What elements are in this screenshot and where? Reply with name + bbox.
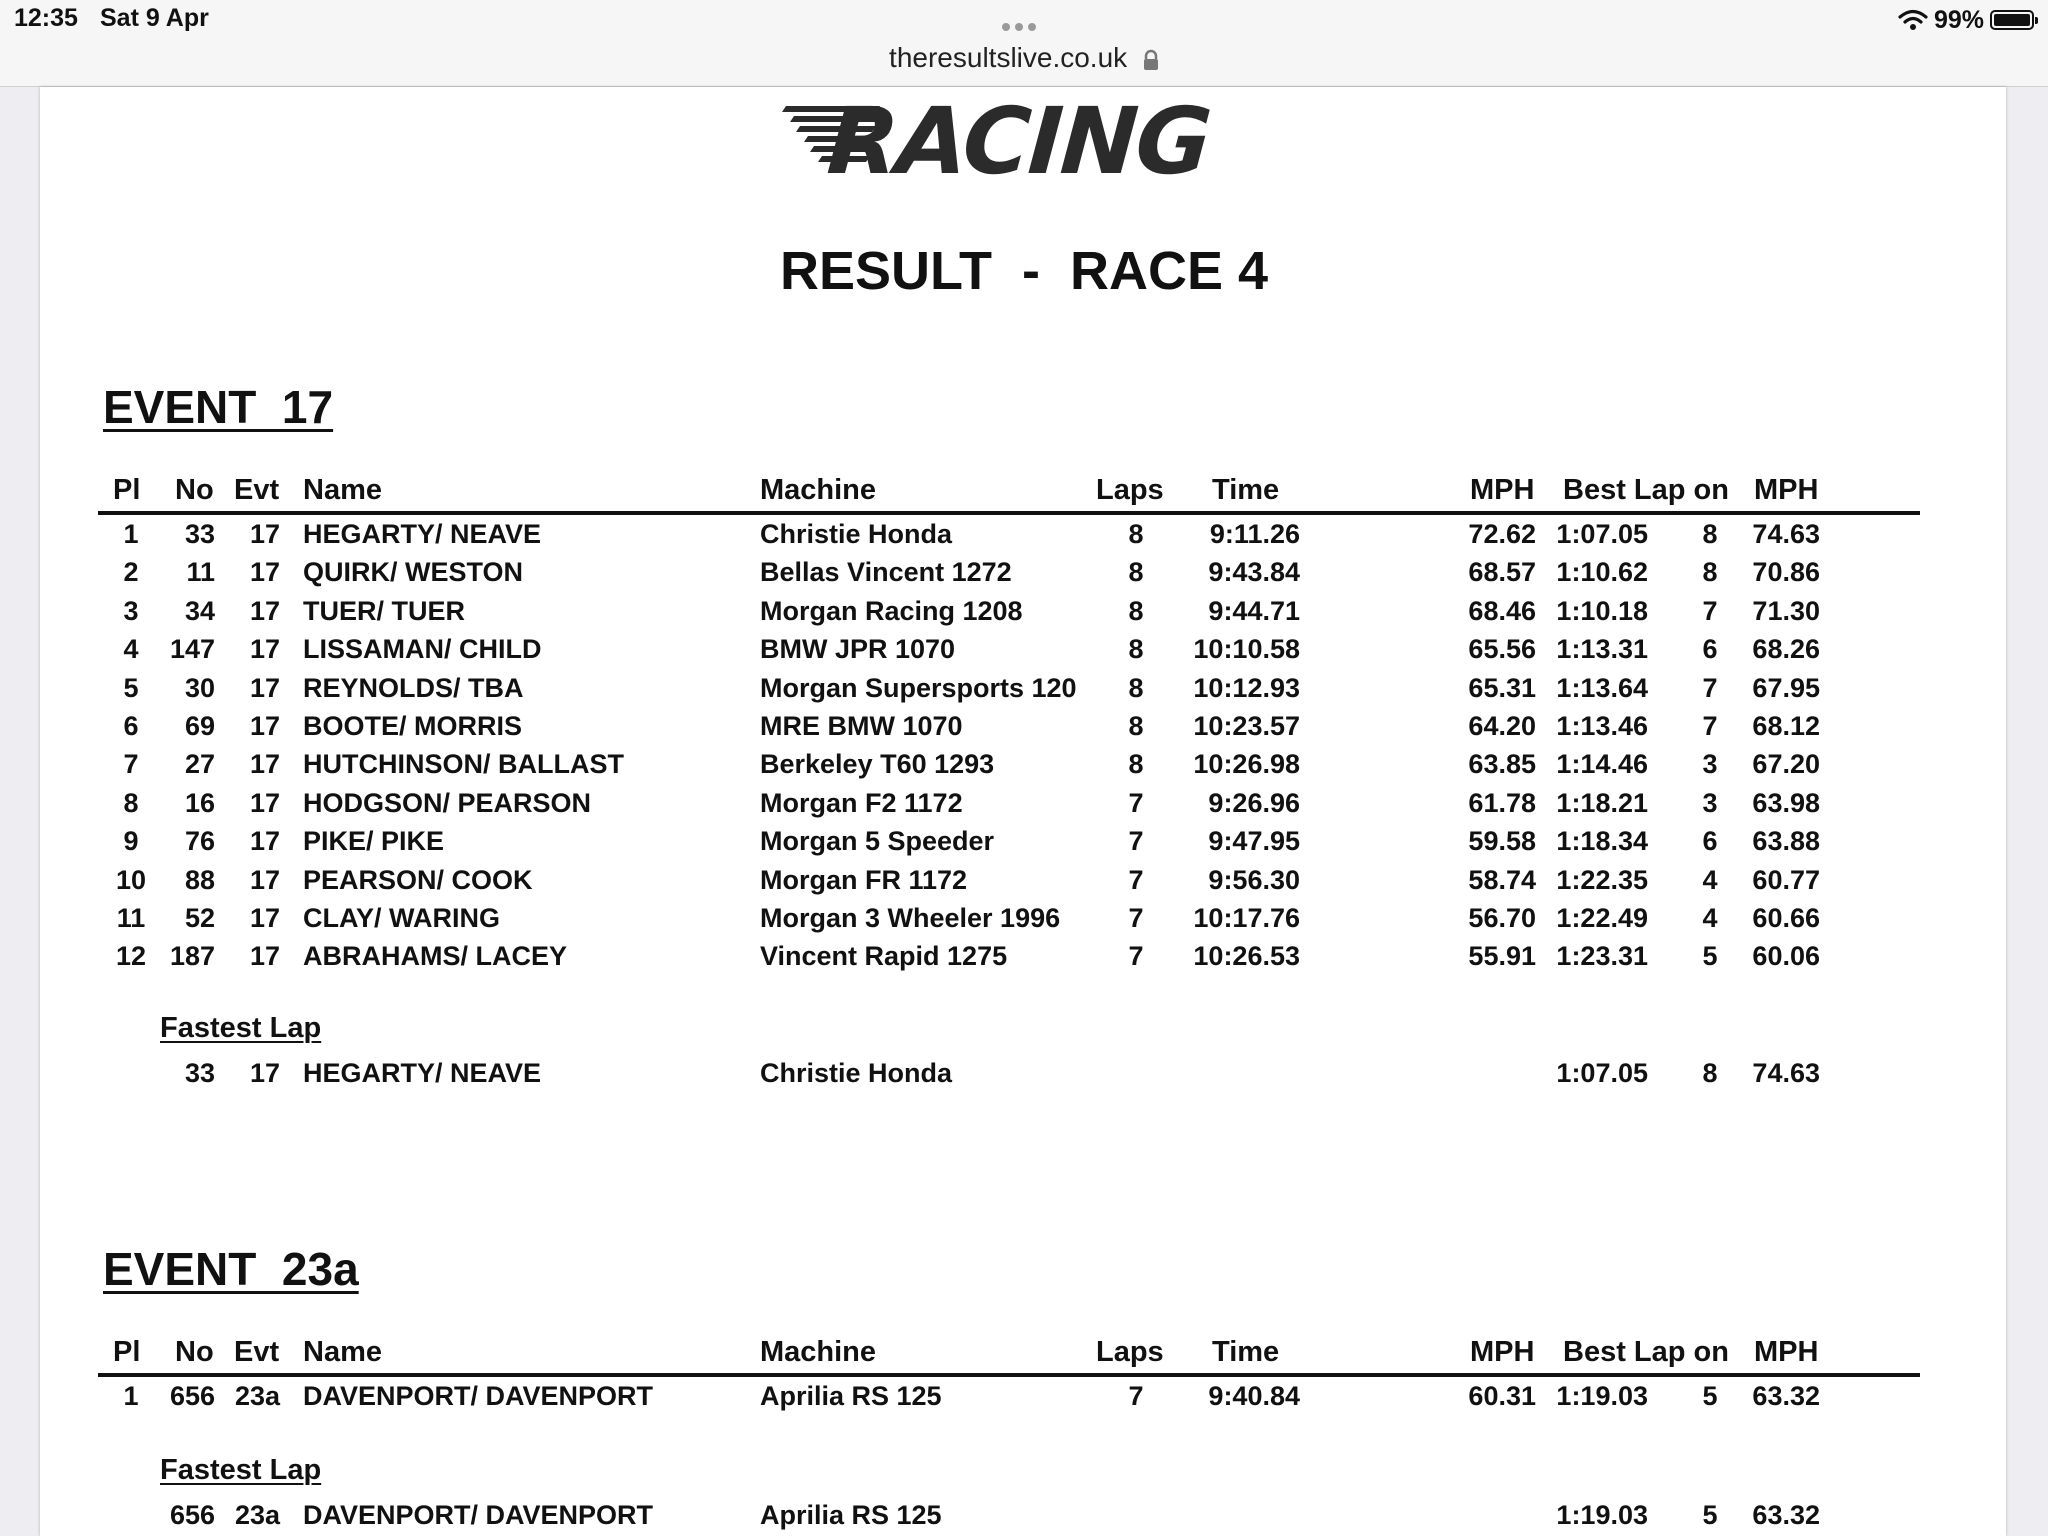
col-time: Time (1212, 474, 1280, 506)
cell-machine: Christie Honda (760, 1058, 953, 1088)
table-row (0, 1381, 2048, 1417)
cell-pl: 2 (123, 557, 139, 588)
cell-evt: 17 (249, 634, 280, 665)
cell-pl: 4 (123, 634, 139, 665)
cell-pl: 10 (115, 864, 147, 895)
cell-lap-on: 3 (1702, 787, 1718, 818)
cell-lap-on: 4 (1702, 903, 1718, 933)
cell-name: HODGSON/ PEARSON (303, 787, 592, 818)
cell-time: 10:26.53 (1193, 941, 1300, 972)
status-time: 12:35 (14, 4, 78, 32)
cell-evt: 17 (249, 826, 280, 857)
cell-best-mph: 63.32 (1752, 1500, 1820, 1530)
battery-percent: 99% (1933, 5, 1984, 34)
cell-mph: 56.70 (1468, 903, 1536, 933)
cell-lap-on: 8 (1702, 519, 1718, 549)
cell-name: REYNOLDS/ TBA (303, 672, 524, 703)
cell-evt: 17 (249, 519, 280, 549)
cell-time: 9:40.84 (1208, 1381, 1300, 1411)
cell-best-lap: 1:19.03 (1556, 1381, 1648, 1411)
cell-machine: Morgan 5 Speeder (760, 826, 995, 857)
cell-machine: Vincent Rapid 1275 (760, 941, 1008, 972)
cell-laps: 8 (1128, 672, 1144, 703)
table-row (0, 749, 2048, 785)
header-rule (98, 1373, 1920, 1377)
cell-pl: 11 (116, 903, 146, 933)
col-no: No (175, 1336, 214, 1368)
cell-evt: 17 (249, 595, 280, 626)
cell-mph: 58.74 (1468, 864, 1536, 895)
cell-best-mph: 70.86 (1752, 557, 1820, 588)
cell-laps: 8 (1128, 557, 1144, 588)
cell-best-mph: 68.26 (1752, 634, 1820, 665)
cell-mph: 72.62 (1468, 519, 1536, 549)
cell-no: 88 (184, 864, 215, 895)
col-pl: Pl (113, 474, 141, 506)
cell-time: 9:26.96 (1208, 787, 1300, 818)
cell-pl: 8 (123, 787, 139, 818)
cell-best-mph: 60.06 (1752, 941, 1820, 972)
cell-lap-on: 3 (1702, 749, 1718, 780)
cell-name: PEARSON/ COOK (303, 864, 533, 895)
cell-name: ABRAHAMS/ LACEY (303, 941, 568, 972)
status-date: Sat 9 Apr (100, 4, 209, 32)
table-row (0, 941, 2048, 977)
cell-time: 10:26.98 (1193, 749, 1300, 780)
cell-lap-on: 7 (1702, 711, 1718, 741)
cell-pl: 3 (123, 595, 139, 626)
col-best-mph: MPH (1754, 474, 1819, 506)
table-header (0, 474, 2048, 510)
cell-mph: 65.56 (1468, 634, 1536, 665)
cell-machine: Morgan FR 1172 (760, 864, 968, 895)
cell-no: 16 (184, 787, 215, 818)
cell-laps: 8 (1128, 595, 1144, 626)
cell-time: 10:12.93 (1193, 672, 1300, 703)
cell-name: DAVENPORT/ DAVENPORT (303, 1381, 654, 1411)
event-title: EVENT 23a (103, 1243, 359, 1295)
col-name: Name (303, 474, 382, 506)
col-no: No (175, 474, 214, 506)
cell-machine: Christie Honda (760, 519, 953, 549)
cell-machine: Morgan 3 Wheeler 1996 (760, 903, 1061, 933)
cell-evt: 17 (249, 864, 280, 895)
cell-machine: BMW JPR 1070 (760, 634, 956, 665)
cell-evt: 17 (249, 903, 280, 933)
cell-best-lap: 1:18.34 (1556, 826, 1648, 857)
cell-machine: Bellas Vincent 1272 (760, 557, 1012, 588)
address-bar[interactable] (0, 42, 2048, 74)
cell-best-lap: 1:10.62 (1556, 557, 1648, 588)
col-best-lap-on: Best Lap on (1563, 1336, 1729, 1368)
cell-lap-on: 7 (1702, 595, 1718, 626)
cell-best-mph: 60.66 (1752, 903, 1820, 933)
cell-no: 27 (184, 749, 215, 780)
table-row (0, 826, 2048, 862)
cell-time: 9:44.71 (1208, 595, 1300, 626)
cell-best-lap: 1:10.18 (1556, 595, 1648, 626)
cell-best-lap: 1:13.31 (1556, 634, 1648, 665)
url-text: theresultslive.co.uk (889, 42, 1128, 73)
table-row (0, 634, 2048, 670)
col-machine: Machine (760, 1336, 877, 1368)
table-row (0, 711, 2048, 747)
col-machine: Machine (760, 474, 877, 506)
col-best-lap-on: Best Lap on (1563, 474, 1729, 506)
col-pl: Pl (113, 1336, 141, 1368)
cell-best-mph: 71.30 (1752, 595, 1820, 626)
cell-best-lap: 1:22.49 (1556, 903, 1648, 933)
cell-best-mph: 74.63 (1752, 1058, 1820, 1088)
cell-no: 76 (184, 826, 215, 857)
cell-no: 11 (186, 557, 215, 588)
cell-best-lap: 1:18.21 (1556, 787, 1648, 818)
cell-name: DAVENPORT/ DAVENPORT (303, 1500, 654, 1530)
cell-no: 147 (169, 634, 215, 665)
cell-name: CLAY/ WARING (303, 903, 501, 933)
cell-machine: Berkeley T60 1293 (760, 749, 995, 780)
cell-mph: 68.46 (1468, 595, 1536, 626)
cell-lap-on: 7 (1702, 672, 1718, 703)
racing-logo (780, 88, 1220, 195)
cell-evt: 17 (249, 749, 280, 780)
cell-laps: 7 (1128, 941, 1144, 972)
cell-best-lap: 1:13.46 (1556, 711, 1648, 741)
cell-evt: 17 (249, 672, 280, 703)
cell-name: PIKE/ PIKE (303, 826, 445, 857)
cell-name: TUER/ TUER (303, 595, 465, 626)
battery-icon (1990, 10, 2034, 30)
cell-no: 52 (184, 903, 215, 933)
cell-laps: 8 (1128, 749, 1144, 780)
cell-name: HUTCHINSON/ BALLAST (303, 749, 624, 780)
wifi-icon (1898, 9, 1928, 31)
cell-no: 656 (169, 1381, 215, 1411)
cell-machine: Aprilia RS 125 (760, 1381, 942, 1411)
cell-laps: 7 (1128, 864, 1144, 895)
cell-best-mph: 60.77 (1752, 864, 1820, 895)
cell-name: QUIRK/ WESTON (303, 557, 524, 588)
cell-best-mph: 67.95 (1752, 672, 1820, 703)
cell-time: 10:23.57 (1193, 711, 1300, 741)
cell-pl: 9 (123, 826, 139, 857)
cell-mph: 64.20 (1468, 711, 1536, 741)
cell-machine: Aprilia RS 125 (760, 1500, 942, 1530)
fastest-lap-title: Fastest Lap (160, 1012, 322, 1044)
cell-no: 30 (184, 672, 215, 703)
cell-mph: 55.91 (1468, 941, 1536, 972)
cell-evt: 17 (249, 557, 280, 588)
cell-time: 9:43.84 (1208, 557, 1300, 588)
cell-laps: 8 (1128, 634, 1144, 665)
cell-mph: 60.31 (1468, 1381, 1536, 1411)
cell-best-lap: 1:07.05 (1556, 1058, 1648, 1088)
cell-best-lap: 1:14.46 (1556, 749, 1648, 780)
cell-machine: Morgan F2 1172 (760, 787, 963, 818)
col-evt: Evt (234, 474, 280, 506)
table-row (0, 673, 2048, 709)
table-row (0, 903, 2048, 939)
cell-pl: 5 (123, 672, 139, 703)
cell-pl: 7 (123, 749, 139, 780)
cell-laps: 7 (1128, 787, 1144, 818)
cell-lap-on: 6 (1702, 634, 1718, 665)
cell-evt: 17 (249, 787, 280, 818)
col-laps: Laps (1096, 474, 1164, 506)
cell-mph: 63.85 (1468, 749, 1536, 780)
cell-laps: 7 (1128, 1381, 1144, 1411)
cell-mph: 61.78 (1468, 787, 1536, 818)
cell-name: LISSAMAN/ CHILD (303, 634, 542, 665)
table-row (0, 519, 2048, 555)
cell-evt: 23a (234, 1500, 280, 1530)
cell-time: 9:47.95 (1208, 826, 1300, 857)
cell-pl: 1 (123, 519, 139, 549)
cell-laps: 7 (1128, 903, 1144, 933)
cell-mph: 65.31 (1468, 672, 1536, 703)
cell-best-mph: 68.12 (1752, 711, 1820, 741)
cell-best-mph: 74.63 (1752, 519, 1820, 549)
cell-no: 33 (184, 1058, 215, 1088)
cell-lap-on: 5 (1702, 1500, 1718, 1530)
cell-best-lap: 1:19.03 (1556, 1500, 1648, 1530)
col-best-mph: MPH (1754, 1336, 1819, 1368)
cell-laps: 8 (1128, 519, 1144, 549)
page-title: RESULT - RACE 4 (779, 241, 1269, 301)
cell-best-lap: 1:23.31 (1556, 941, 1648, 972)
cell-no: 34 (184, 595, 215, 626)
col-laps: Laps (1096, 1336, 1164, 1368)
table-row (0, 865, 2048, 901)
cell-time: 9:11.26 (1209, 519, 1300, 549)
cell-best-mph: 63.32 (1752, 1381, 1820, 1411)
col-evt: Evt (234, 1336, 280, 1368)
table-row (0, 788, 2048, 824)
cell-name: HEGARTY/ NEAVE (303, 1058, 542, 1088)
cell-lap-on: 5 (1702, 941, 1718, 972)
cell-mph: 68.57 (1468, 557, 1536, 588)
lock-icon (1143, 49, 1159, 71)
event-title: EVENT 17 (103, 381, 334, 433)
cell-time: 10:10.58 (1193, 634, 1300, 665)
table-header (0, 1336, 2048, 1372)
cell-lap-on: 5 (1702, 1381, 1718, 1411)
col-name: Name (303, 1336, 382, 1368)
cell-best-mph: 63.98 (1752, 787, 1820, 818)
cell-lap-on: 6 (1702, 826, 1718, 857)
cell-time: 9:56.30 (1208, 864, 1300, 895)
cell-evt: 17 (249, 1058, 280, 1088)
cell-no: 187 (169, 941, 215, 972)
cell-lap-on: 8 (1702, 1058, 1718, 1088)
table-row (0, 557, 2048, 593)
cell-evt: 17 (249, 941, 280, 972)
cell-best-lap: 1:13.64 (1556, 672, 1648, 703)
fastest-lap-row (0, 1500, 2048, 1536)
cell-no: 69 (184, 711, 215, 741)
fastest-lap-title: Fastest Lap (160, 1454, 322, 1486)
cell-pl: 6 (123, 711, 139, 741)
fastest-lap-row (0, 1058, 2048, 1094)
multitasking-dots-icon[interactable] (1002, 18, 1046, 30)
cell-machine: Morgan Supersports 120 (760, 672, 1077, 703)
cell-pl: 12 (115, 941, 147, 972)
cell-pl: 1 (123, 1381, 139, 1411)
col-time: Time (1212, 1336, 1280, 1368)
cell-name: HEGARTY/ NEAVE (303, 519, 542, 549)
cell-best-mph: 67.20 (1752, 749, 1820, 780)
cell-no: 33 (184, 519, 215, 549)
cell-best-mph: 63.88 (1752, 826, 1820, 857)
cell-best-lap: 1:22.35 (1556, 864, 1648, 895)
cell-lap-on: 4 (1702, 864, 1718, 895)
cell-machine: MRE BMW 1070 (760, 711, 963, 741)
cell-evt: 17 (249, 711, 280, 741)
header-rule (98, 511, 1920, 515)
cell-name: BOOTE/ MORRIS (303, 711, 523, 741)
table-row (0, 596, 2048, 632)
cell-time: 10:17.76 (1193, 903, 1300, 933)
cell-machine: Morgan Racing 1208 (760, 595, 1023, 626)
cell-laps: 8 (1128, 711, 1144, 741)
cell-best-lap: 1:07.05 (1556, 519, 1648, 549)
cell-no: 656 (169, 1500, 215, 1530)
col-mph: MPH (1470, 1336, 1535, 1368)
logo-text: RACING (824, 88, 1214, 195)
cell-laps: 7 (1128, 826, 1144, 857)
status-bar (0, 0, 2048, 87)
cell-evt: 23a (234, 1381, 280, 1411)
cell-mph: 59.58 (1468, 826, 1536, 857)
cell-lap-on: 8 (1702, 557, 1718, 588)
col-mph: MPH (1470, 474, 1535, 506)
